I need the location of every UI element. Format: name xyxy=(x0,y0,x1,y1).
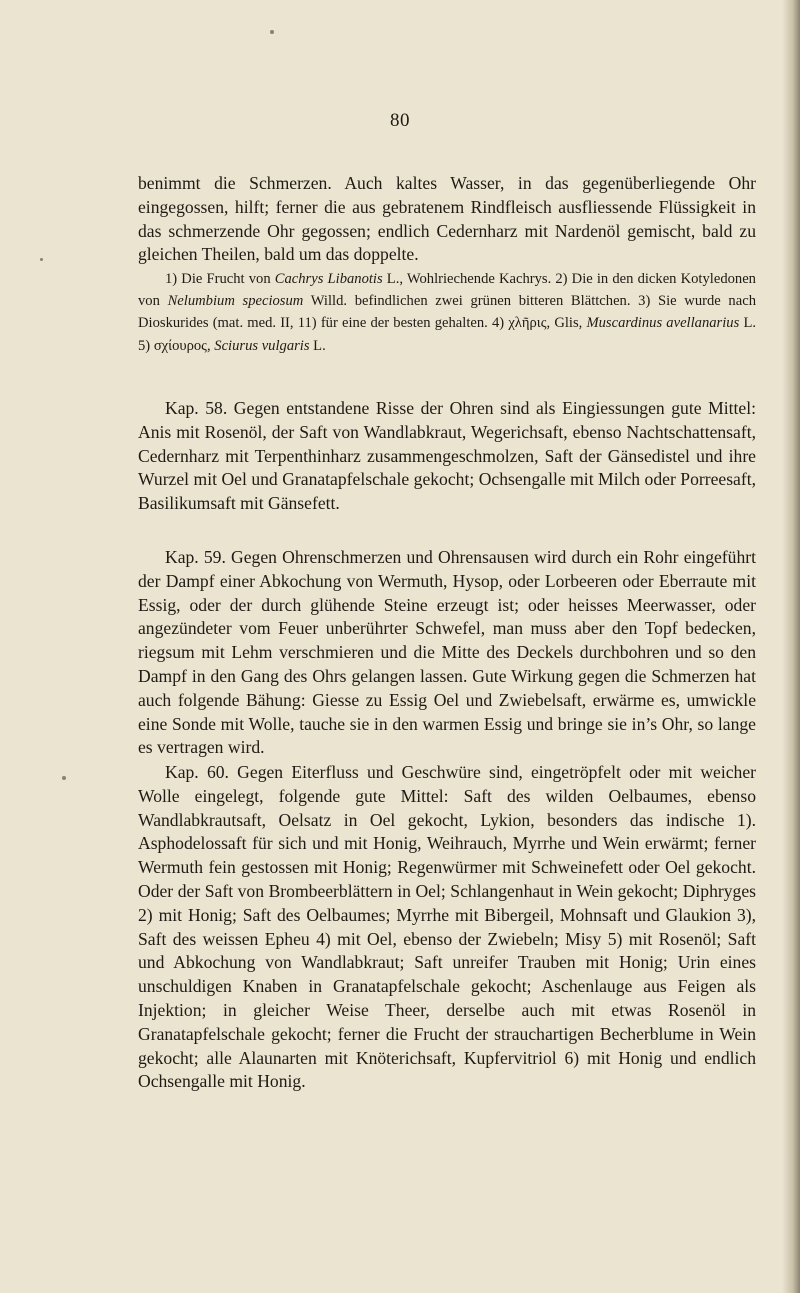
footnote-text: L. 5) xyxy=(138,315,757,354)
intro-text-block xyxy=(138,172,756,267)
kap58-paragraph: Kap. 58. Gegen entstandene Risse der Ohren sind als Eingiessungen gute Mittel: Anis mit Rosenöl, der Saft von Wandlabkraut, Wegerichsaft, ebenso Nachtschattensaft, Cedernharz mit Terpenthinharz zusammengeschmolzen, Saft der Gänsedistel und ihre Wurzel mit Oel und Granatapfelschale gekocht; Ochsengalle mit Milch oder Porreesaft, Basilikumsaft mit Gänsefett. xyxy=(138,398,756,514)
footnote-greek: σχίουρος xyxy=(153,337,207,354)
page-edge-shadow xyxy=(782,0,800,1293)
footnote-text: Willd. befindlichen zwei grünen bitteren Blättchen. 3) Sie wurde nach Dioskurides (mat. med. II, 11) für eine der besten gehalten. 4) xyxy=(138,293,756,332)
paper-speck xyxy=(40,258,43,261)
footnote-italic: Nelumbium speciosum xyxy=(167,293,304,310)
kap59-paragraph: Kap. 59. Gegen Ohrenschmerzen und Ohrensausen wird durch ein Rohr eingeführt der Dampf einer Abkochung von Wermuth, Hysop, oder Lorbeeren oder Eberraute mit Essig, oder der durch glühende Steine erzeugt ist; oder heisses Meerwasser, oder angezündeter vom Feuer unberührter Schwefel, man muss aber den Topf bedecken, riegsum mit Lehm verschmieren und die Mitte des Deckels durchbohren und so den Dampf in den Gang des Ohrs gelangen lassen. Gute Wirkung gegen die Schmerzen hat auch folgende Bähung: Giesse zu Essig Oel und Zwiebelsaft, erwärme es, umwickle eine Sonde mit Wolle, tauche sie in den warmen Essig und bringe sie in’s Ohr, so lange es vertragen wird. xyxy=(138,547,756,758)
paper-speck xyxy=(62,776,66,780)
footnote-italic: Cachrys Libanotis xyxy=(274,271,383,287)
footnote-italic: Muscardinus avellanarius xyxy=(586,315,740,332)
kap60-paragraph: Kap. 60. Gegen Eiterfluss und Geschwüre sind, eingetröpfelt oder mit weicher Wolle eingelegt, folgende gute Mittel: Saft des wilden Oelbaumes, ebenso Wandlabkrautsaft, Oelsatz in Oel gekocht, Lykion, besonders das indische 1). Asphodelossaft für sich und mit Honig, Weihrauch, Myrrhe und Wein erwärmt; ferner Wermuth fein gestossen mit Honig; Regenwürmer mit Schweinefett oder Oel gekocht. Oder der Saft von Brombeerblättern in Oel; Schlangenhaut in Wein gekocht; Diphryges 2) mit Honig; Saft des Oelbaumes; Myrrhe mit Bibergeil, Mohnsaft und Glaukion 3), Saft des weissen Epheu 4) mit Oel, ebenso der Zwiebeln; Misy 5) mit Rosenöl; Saft und Abkochung von Wandlabkraut; Saft unreifer Trauben mit Honig; Urin eines unschuldigen Knaben in Granatapfelschale gekocht; Aschenlauge aus Feigen als Injektion; in gleicher Weise Theer, derselbe auch mit etwas Rosenöl in Granatapfelschale gekocht; ferner die Frucht der strauchartigen Becherblume in Wein gekocht; alle Alaunarten mit Knöterichsaft, Kupfervitriol 6) mit Honig und endlich Ochsengalle mit Honig. xyxy=(138,762,756,1092)
footnotes-paragraph xyxy=(138,268,756,357)
page-number: 80 xyxy=(390,110,410,131)
kap59-block xyxy=(138,546,756,760)
kap60-block xyxy=(138,761,756,1094)
footnote-italic: Sciurus vulgaris xyxy=(214,337,310,354)
kap58-block xyxy=(138,397,756,516)
footnote-text: , Glis, xyxy=(546,315,587,332)
footnote-text: L. xyxy=(309,337,326,354)
footnotes-block xyxy=(138,268,756,357)
intro-paragraph: benimmt die Schmerzen. Auch kaltes Wasser, in das gegenüberliegende Ohr eingegossen, hilft; ferner die aus gebratenem Rindfleisch ausfliessende Flüssigkeit in das schmerzende Ohr gegossen; endlich Cedernharz mit Nardenöl gemischt, bald zu gleichen Theilen, bald um das doppelte. xyxy=(138,173,756,265)
footnote-text: , xyxy=(206,337,215,354)
footnote-text: L., Wohlriechende Kachrys. 2) Die in den dicken Kotyledonen von xyxy=(138,271,756,310)
footnote-text: 1) Die Frucht von xyxy=(165,271,275,287)
footnote-greek: χλῆρις xyxy=(508,315,547,332)
paper-speck xyxy=(270,30,274,34)
